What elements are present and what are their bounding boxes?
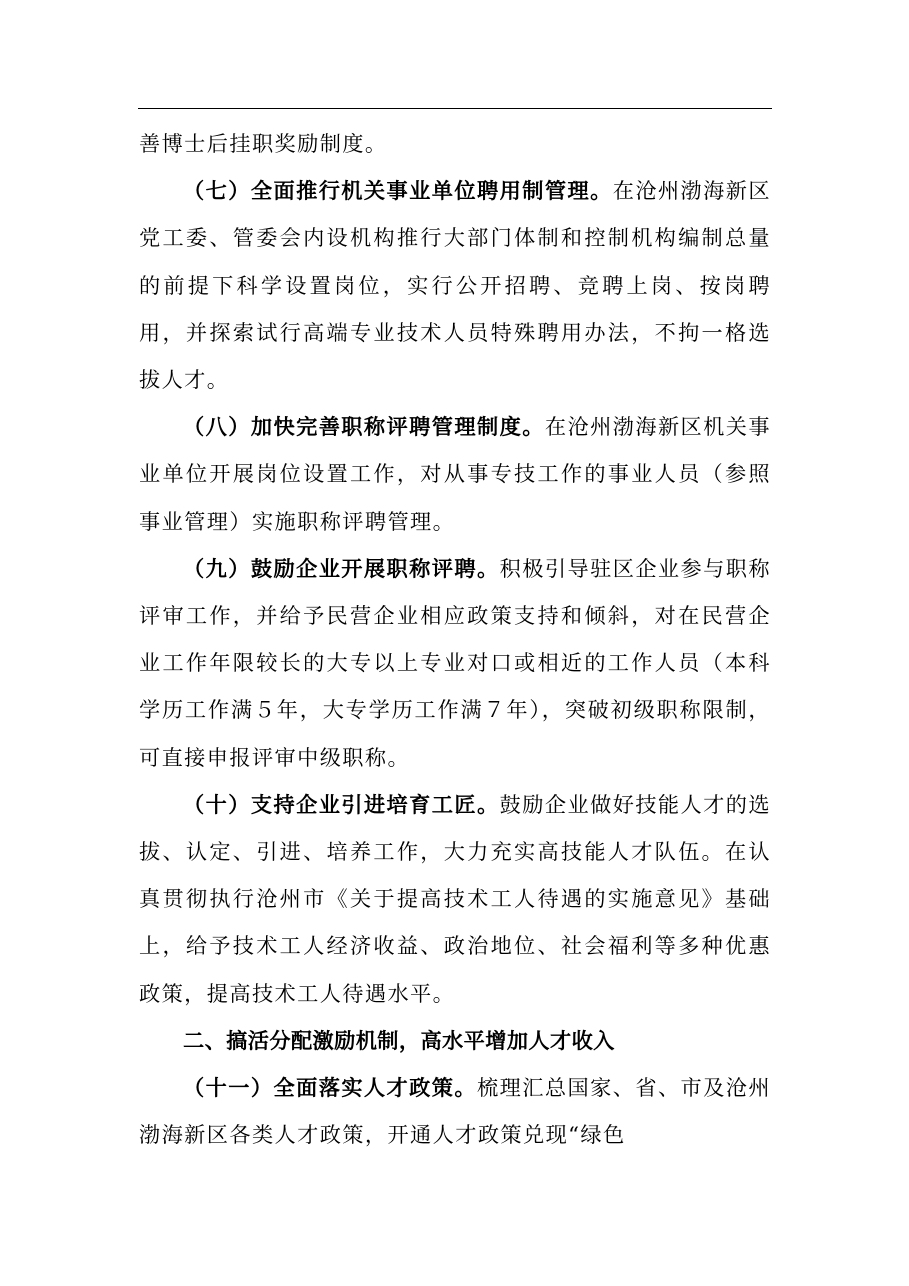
section-heading: 二、搞活分配激励机制，高水平增加人才收入 <box>183 1027 615 1053</box>
paragraph-lead: （十）支持企业引进培育工匠。 <box>183 791 500 817</box>
paragraph-text: 善博士后挂职奖励制度。 <box>139 131 388 156</box>
paragraph-item-9 <box>139 545 771 781</box>
paragraph-item-7 <box>139 167 771 403</box>
document-body <box>139 120 771 1158</box>
paragraph-lead: （九）鼓励企业开展职称评聘。 <box>183 555 500 581</box>
paragraph-text: 积极引导驻区企业参与职称评审工作，并给予民营企业相应政策支持和倾斜，对在民营企业工作年限较长的大专以上专业对口或相近的工作人员（本科学历工作满５年，大专学历工作满７年），突破初级职称限制，可直接申报评审中级职称。 <box>139 555 771 770</box>
paragraph-item-11 <box>139 1064 771 1158</box>
header-rule <box>138 108 772 109</box>
continued-paragraph <box>139 120 771 167</box>
paragraph-text: 鼓励企业做好技能人才的选拔、认定、引进、培养工作，大力充实高技能人才队伍。在认真贯彻执行沧州市《关于提高技术工人待遇的实施意见》基础上，给予技术工人经济收益、政治地位、社会福利等多种优惠政策，提高技术工人待遇水平。 <box>139 791 771 1006</box>
paragraph-lead: （十一）全面落实人才政策。 <box>183 1075 478 1101</box>
paragraph-lead: （七）全面推行机关事业单位聘用制管理。 <box>183 178 613 204</box>
paragraph-item-10 <box>139 781 771 1017</box>
paragraph-lead: （八）加快完善职称评聘管理制度。 <box>183 414 545 440</box>
paragraph-item-8 <box>139 403 771 545</box>
paragraph-text: 在沧州渤海新区党工委、管委会内设机构推行大部门体制和控制机构编制总量的前提下科学设置岗位，实行公开招聘、竞聘上岗、按岗聘用，并探索试行高端专业技术人员特殊聘用办法，不拘一格选拔人才。 <box>139 178 771 393</box>
paragraph-text: 梳理汇总国家、省、市及沧州渤海新区各类人才政策，开通人才政策兑现“绿色 <box>139 1075 771 1148</box>
paragraph-text: 在沧州渤海新区机关事业单位开展岗位设置工作，对从事专技工作的事业人员（参照事业管理）实施职称评聘管理。 <box>139 414 771 534</box>
